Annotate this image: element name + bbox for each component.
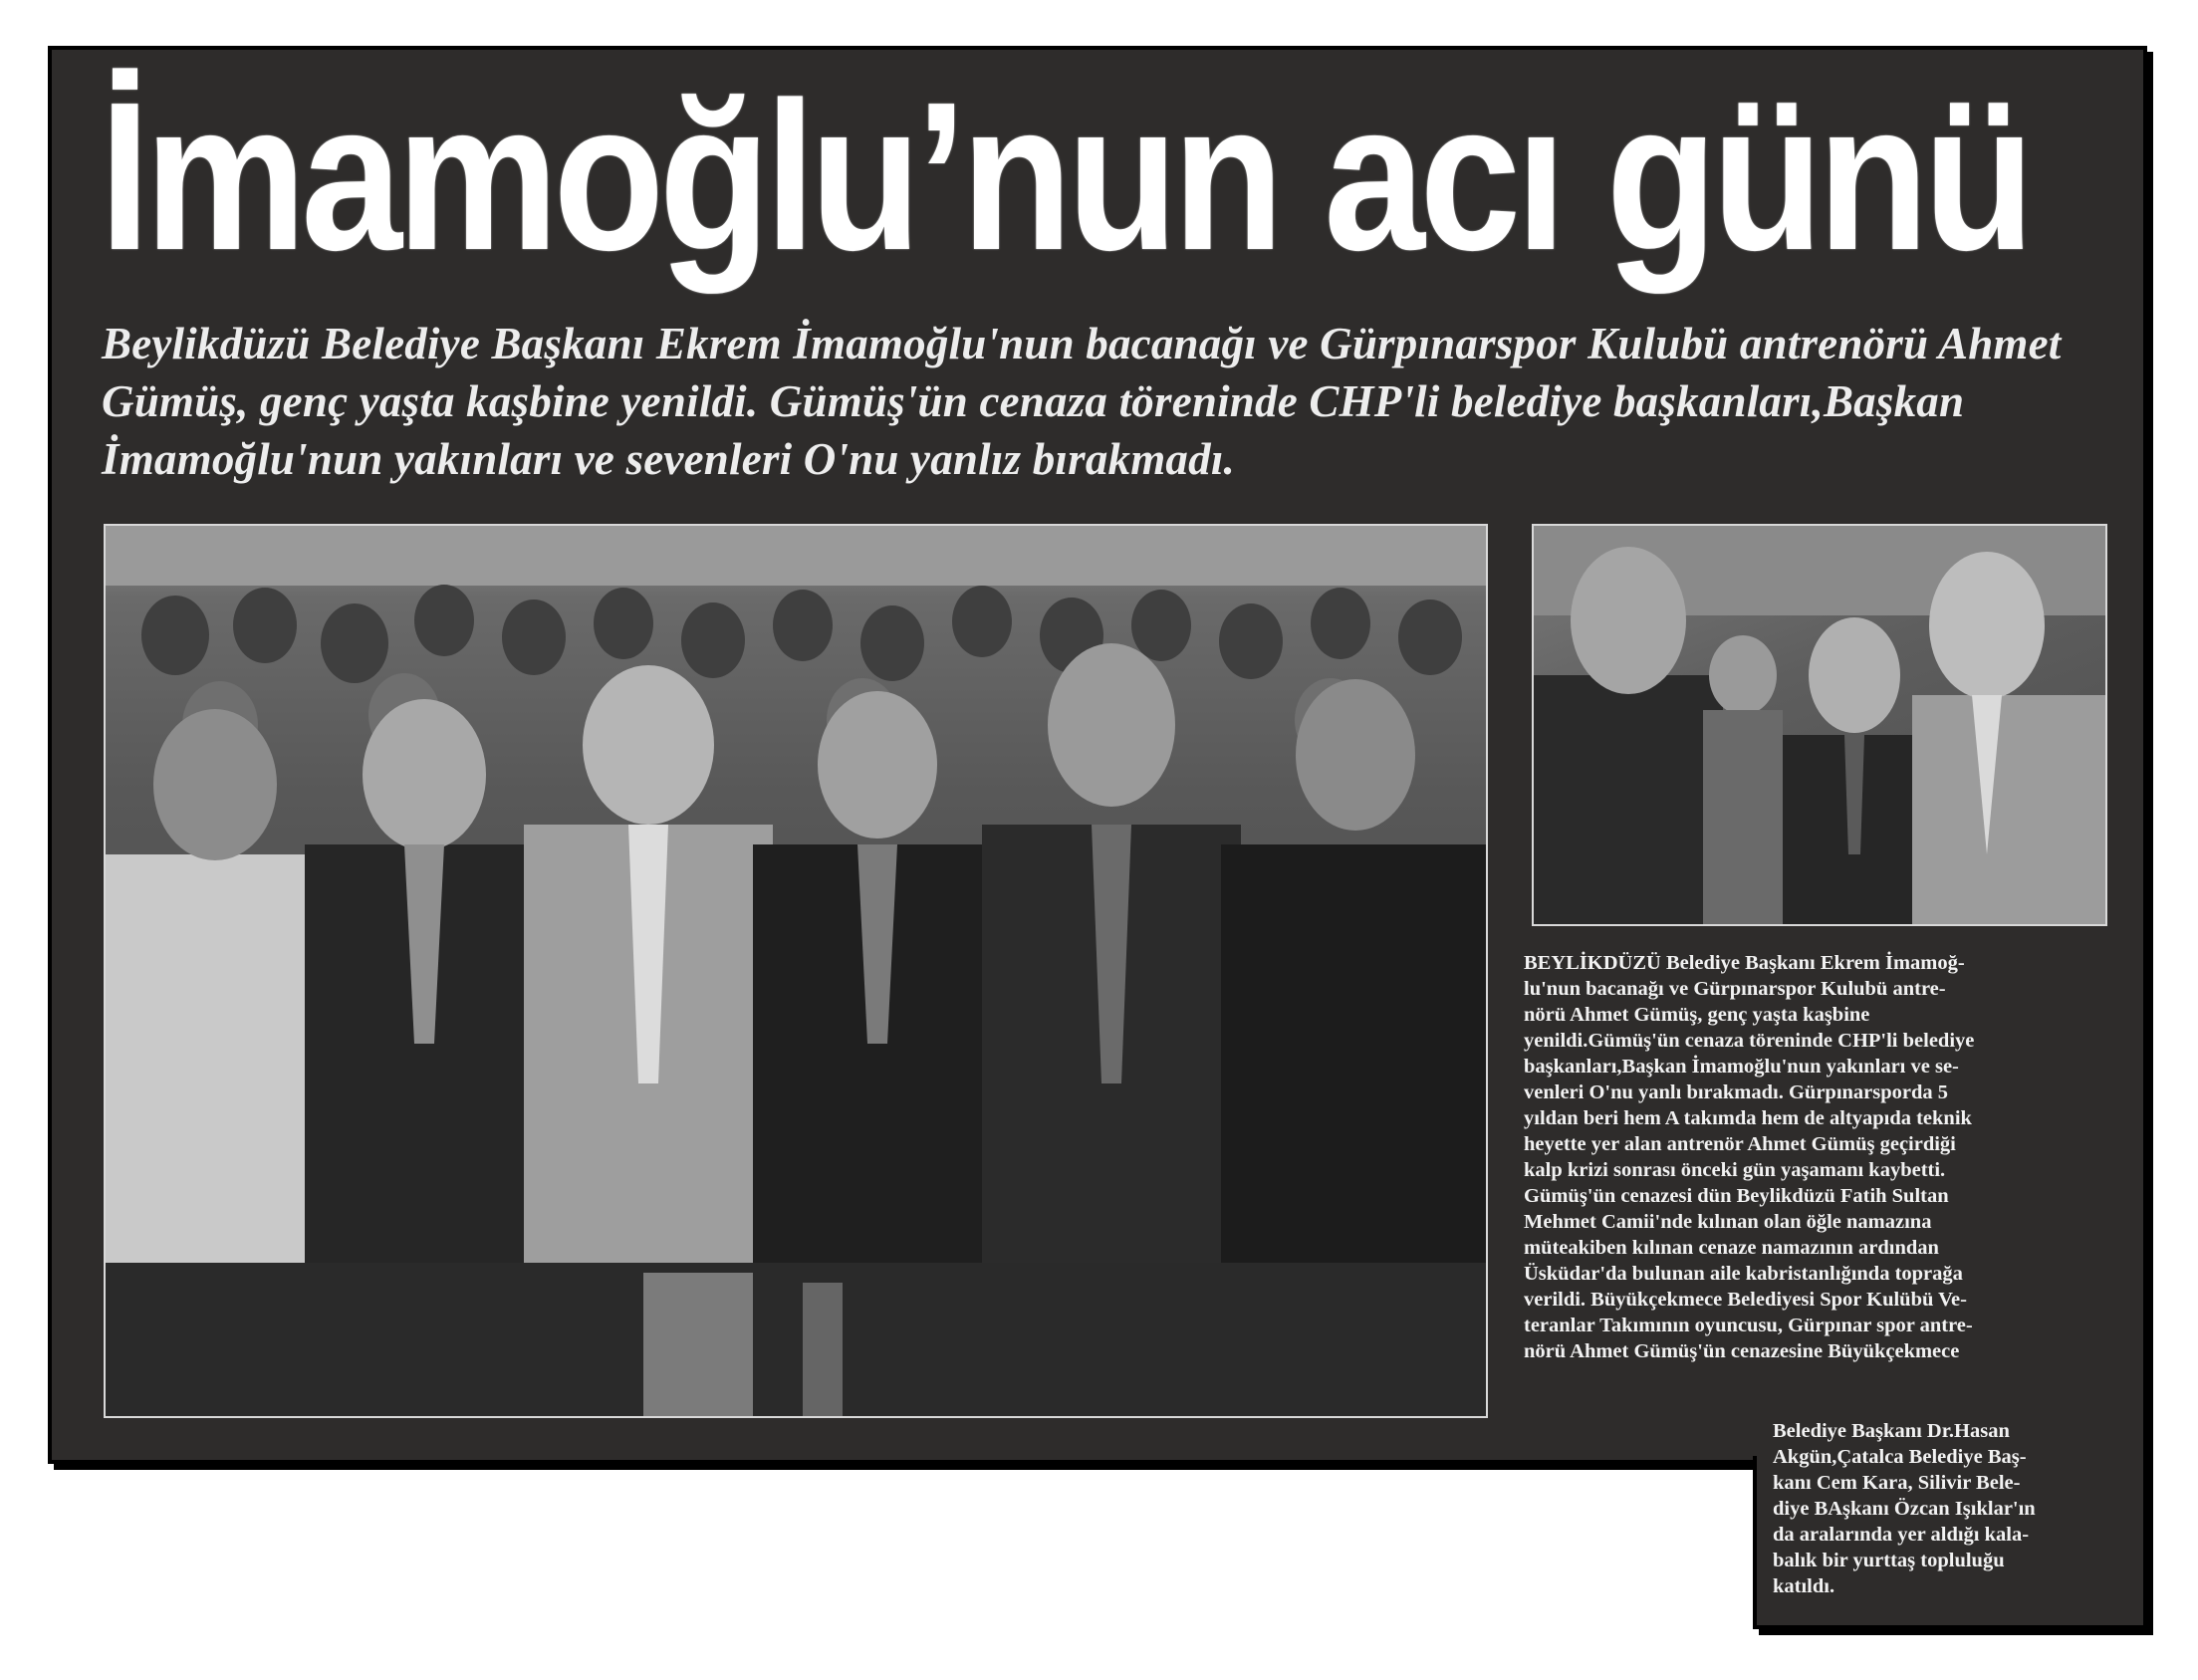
caption-line: Belediye Başkanı Dr.Hasan [1773, 1420, 2010, 1442]
funeral-prayer-photo [104, 524, 1488, 1418]
photo-caption-continued [1773, 1418, 2121, 1599]
caption-line: Akgün,Çatalca Belediye Baş- [1773, 1446, 2027, 1468]
caption-line: Mehmet Camii'nde kılınan olan öğle namazına [1524, 1211, 1932, 1233]
caption-line: nörü Ahmet Gümüş'ün cenazesine Büyükçekmece [1524, 1340, 1960, 1362]
condolence-photo [1532, 524, 2107, 926]
caption-line: başkanları,Başkan İmamoğlu'nun yakınları ve se- [1524, 1056, 1959, 1078]
caption-line: kanı Cem Kara, Silivir Bele- [1773, 1472, 2021, 1494]
caption-line: lu'nun bacanağı ve Gürpınarspor Kulubü antre- [1524, 978, 1946, 1000]
caption-line: müteakiben kılınan cenaze namazının ardından [1524, 1237, 1939, 1259]
lead-paragraph: Beylikdüzü Belediye Başkanı Ekrem İmamoğlu'nun bacanağı ve Gürpınarspor Kulubü antrenörü Ahmet Gümüş, genç yaşta kaşbine yenildi. Gümüş'ün cenaza töreninde CHP'li belediye başkanları,Başkan İmamoğlu'nun yakınları ve sevenleri O'nu yanlız bırakmadı. [102, 319, 2062, 484]
caption-line: balık bir yurttaş topluluğu [1773, 1550, 2005, 1571]
caption-line: yıldan beri hem A takımda hem de altyapıda teknik [1524, 1107, 1972, 1129]
caption-line: nörü Ahmet Gümüş, genç yaşta kaşbine [1524, 1004, 1870, 1026]
caption-line: katıldı. [1773, 1575, 1835, 1597]
caption-line: Gümüş'ün cenazesi dün Beylikdüzü Fatih Sultan [1524, 1185, 1949, 1207]
caption-line: Üsküdar'da bulunan aile kabristanlığında toprağa [1524, 1263, 1963, 1285]
caption-line: da aralarında yer aldığı kala- [1773, 1524, 2030, 1546]
caption-line: yenildi.Gümüş'ün cenaza töreninde CHP'li belediye [1524, 1030, 1975, 1052]
caption-line: BEYLİKDÜZÜ Belediye Başkanı Ekrem İmamoğ- [1524, 952, 1965, 974]
caption-line: teranlar Takımının oyuncusu, Gürpınar spor antre- [1524, 1315, 1973, 1336]
headline: İmamoğlu’nun acı günü [100, 58, 2030, 294]
caption-line: kalp krizi sonrası önceki gün yaşamanı kaybetti. [1524, 1159, 1946, 1181]
photo-caption [1524, 950, 2113, 1364]
caption-line: heyette yer alan antrenör Ahmet Gümüş geçirdiği [1524, 1133, 1956, 1155]
caption-line: diye BAşkanı Özcan Işıklar'ın [1773, 1498, 2036, 1520]
caption-line: verildi. Büyükçekmece Belediyesi Spor Kulübü Ve- [1524, 1289, 1967, 1311]
caption-line: venleri O'nu yanlı bırakmadı. Gürpınarsporda 5 [1524, 1081, 1949, 1103]
